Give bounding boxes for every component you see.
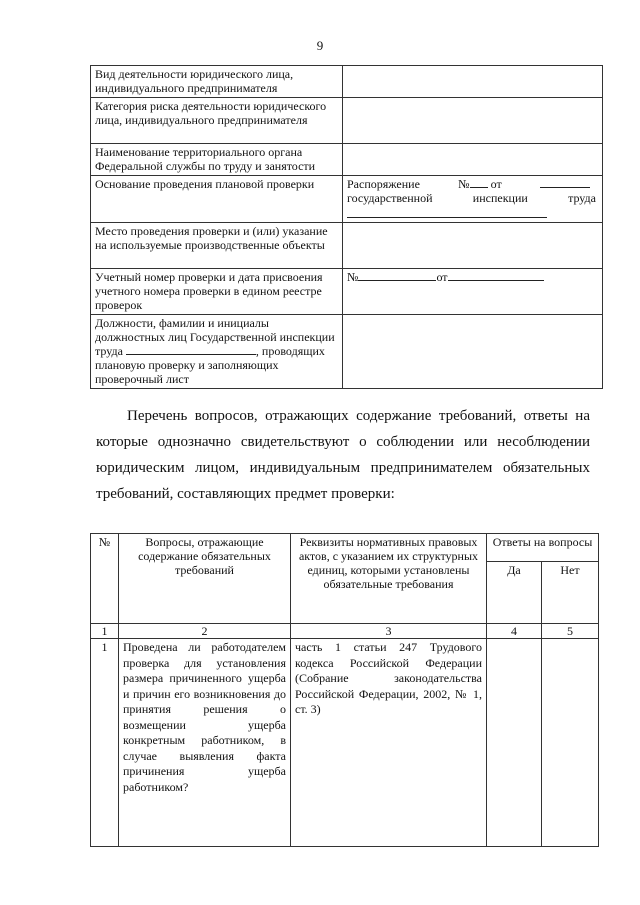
basis-state-word: государственной — [347, 191, 433, 205]
header-no: Нет — [542, 562, 599, 624]
info-label: Учетный номер проверки и дата присвоения учетного номера проверки в едином реестре проверок — [91, 269, 343, 315]
answer-no-cell[interactable] — [542, 639, 599, 847]
header-requisites: Реквизиты нормативных правовых актов, с указанием их структурных единиц, которыми установлены обязательные требования — [291, 534, 487, 624]
info-label: Место проведения проверки и (или) указание на используемые производственные объекты — [91, 223, 343, 269]
info-value-cell[interactable] — [343, 176, 603, 223]
header-number: № — [91, 534, 119, 624]
inspectors-blank[interactable] — [126, 344, 256, 355]
info-value-cell[interactable] — [343, 269, 603, 315]
basis-number-blank[interactable] — [470, 177, 488, 188]
column-number: 3 — [291, 624, 487, 639]
intro-text: Перечень вопросов, отражающих содержание требований, ответы на которые однозначно свидетельствуют о соблюдении или несоблюдении юридическим лицом, индивидуальным предпринимателем обязательных требований, составляющих предмет проверки: — [96, 408, 590, 502]
info-value-cell[interactable] — [343, 98, 603, 144]
inspectors-comma: , — [255, 344, 259, 358]
info-row-activity-type — [91, 66, 603, 98]
inspection-info-table — [90, 65, 603, 389]
info-row-inspection-basis — [91, 176, 603, 223]
header-questions: Вопросы, отражающие содержание обязательных требований — [119, 534, 291, 624]
info-row-risk-category — [91, 98, 603, 144]
basis-inspection-word: инспекции — [472, 191, 528, 205]
inspectors-label-start: Должности, фамилии и инициалы должностных лиц Государственной инспекции труда — [95, 316, 335, 358]
table-row — [91, 639, 599, 847]
question-text: Проведена ли работодателем проверка для установления размера причиненного ущерба и причин его возникновения до принятия решения о возмещении ущерба конкретным работником, в случае выявления факта причинения ущерба работником? — [119, 639, 291, 847]
info-row-inspection-place — [91, 223, 603, 269]
answer-yes-cell[interactable] — [487, 639, 542, 847]
column-number-row — [91, 624, 599, 639]
column-number: 4 — [487, 624, 542, 639]
basis-number-sign: № — [458, 177, 470, 191]
info-label — [91, 315, 343, 389]
basis-date-blank[interactable] — [540, 177, 590, 188]
row-number: 1 — [91, 639, 119, 847]
header-yes: Да — [487, 562, 542, 624]
info-value-cell[interactable] — [343, 144, 603, 176]
info-value-cell[interactable] — [343, 315, 603, 389]
basis-order-word: Распоряжение — [347, 177, 420, 191]
header-answers: Ответы на вопросы — [487, 534, 599, 562]
info-row-registration-number — [91, 269, 603, 315]
basis-extra-blank[interactable] — [347, 207, 547, 218]
questions-table — [90, 533, 599, 847]
reg-from-word: от — [436, 270, 448, 284]
intro-paragraph — [96, 403, 590, 507]
info-label: Категория риска деятельности юридического лица, индивидуального предпринимателя — [91, 98, 343, 144]
reg-date-blank[interactable] — [448, 270, 544, 281]
column-number: 5 — [542, 624, 599, 639]
header-row — [91, 534, 599, 562]
column-number: 1 — [91, 624, 119, 639]
reg-number-blank[interactable] — [358, 270, 436, 281]
basis-from-word: от — [490, 177, 502, 191]
info-label: Вид деятельности юридического лица, индивидуального предпринимателя — [91, 66, 343, 98]
column-number: 2 — [119, 624, 291, 639]
page-number: 9 — [316, 38, 324, 53]
info-row-inspectors — [91, 315, 603, 389]
info-value-cell[interactable] — [343, 223, 603, 269]
reg-number-sign: № — [347, 270, 359, 284]
info-value-cell[interactable] — [343, 66, 603, 98]
requisite-text: часть 1 статьи 247 Трудового кодекса Российской Федерации (Собрание законодательства Российской Федерации, 2002, № 1, ст. 3) — [291, 639, 487, 847]
info-row-territorial-body — [91, 144, 603, 176]
inspectors-label-end: проводящих плановую проверку и заполняющих проверочный лист — [95, 344, 325, 386]
info-label: Основание проведения плановой проверки — [91, 176, 343, 223]
info-label: Наименование территориального органа Федеральной службы по труду и занятости — [91, 144, 343, 176]
basis-labor-word: труда — [568, 191, 596, 205]
